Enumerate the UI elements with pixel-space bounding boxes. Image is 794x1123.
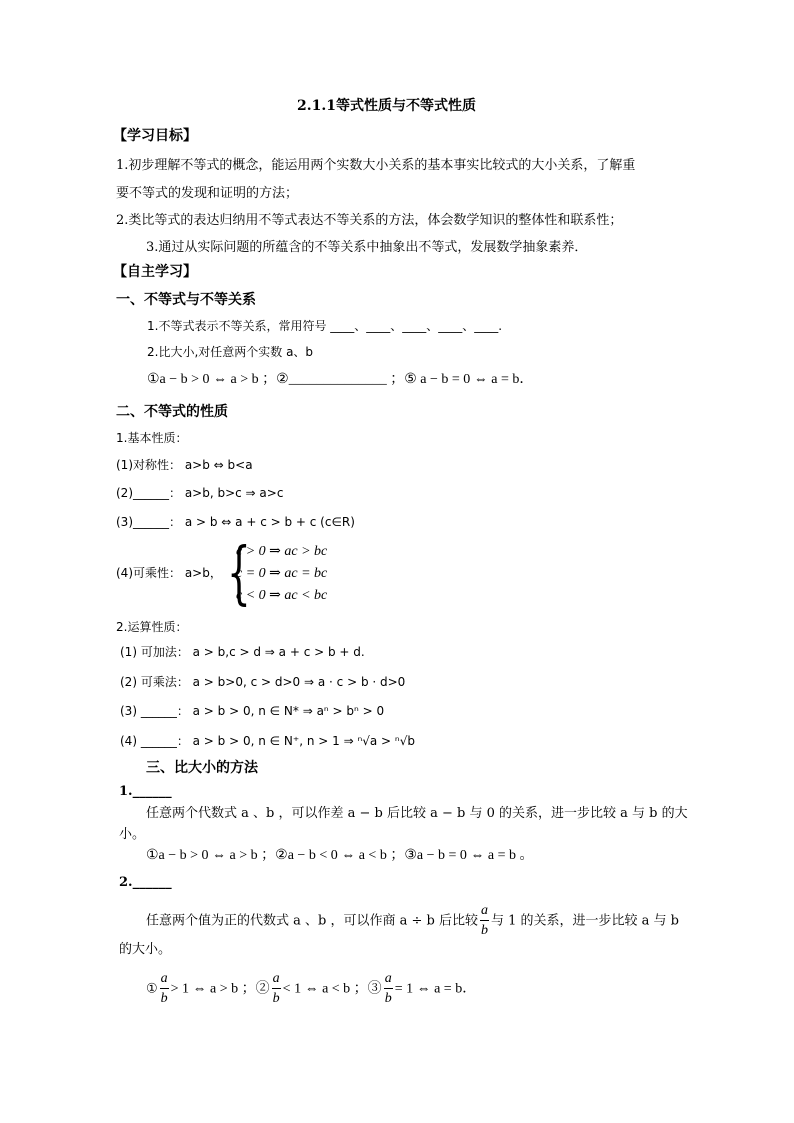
operation-2: (2) 可乘法： a > b>0, c > d>0 ⇒ a · c > b · d>0 bbox=[120, 675, 406, 689]
method-2-text-a bbox=[146, 904, 679, 938]
operation-3: (3) ______： a > b > 0, n ∈ N* ⇒ aⁿ > bⁿ > 0 bbox=[120, 704, 385, 718]
operation-properties-title: 2.运算性质： bbox=[116, 620, 188, 634]
method-2-text-post: 与 1 的关系，进一步比较 a 与 b bbox=[490, 913, 679, 929]
section-1-item-2: 2.比大小,对任意两个实数 a、b bbox=[147, 345, 314, 359]
method-2-cases: ① $\frac{a}{b}$ > 1 ⇔ a > b ；② $\frac{a}{b}$ < 1 ⇔ a < b ；③ $\frac{a}{b}$ = 1 ⇔ a = b． bbox=[146, 971, 477, 1006]
section-2-title: 二、不等式的性质 bbox=[116, 404, 228, 420]
property-4-label: (4)可乘性： a>b， bbox=[116, 566, 222, 580]
method-1-label: 1.______ bbox=[119, 784, 172, 799]
page-title: 2.1.1等式性质与不等式性质 bbox=[297, 98, 476, 114]
case-2-fraction: $\frac{a}{b}$ bbox=[272, 971, 280, 1006]
section-1-item-3: ①a − b > 0 ⇔ a > b ；②______________ ；⑤ a − b = 0 ⇔ a = b． bbox=[147, 372, 534, 387]
property-3: (3)______： a > b ⇔ a + c > b + c (c∈R) bbox=[116, 515, 355, 529]
multiplicative-case-3: c < 0 ⇒ ac < bc bbox=[236, 588, 328, 603]
method-2-text-b: 的大小。 bbox=[119, 942, 172, 957]
multiplicative-case-1: c > 0 ⇒ ac > bc bbox=[236, 544, 328, 559]
method-2-label: 2.______ bbox=[119, 875, 172, 890]
section-3-title: 三、比大小的方法 bbox=[146, 760, 258, 776]
method-2-text-pre: 任意两个值为正的代数式 a 、b ，可以作商 a ÷ b 后比较 bbox=[146, 913, 478, 929]
property-1: (1)对称性： a>b ⇔ b<a bbox=[116, 458, 253, 472]
multiplicative-case-2: c = 0 ⇒ ac = bc bbox=[236, 566, 328, 581]
method-1-text-b: 小。 bbox=[119, 827, 146, 842]
goal-1-line-a: 1.初步理解不等式的概念，能运用两个实数大小关系的基本事实比较式的大小关系，了解重 bbox=[116, 158, 636, 173]
goals-heading: 【学习目标】 bbox=[113, 128, 197, 144]
section-1-item-1: 1.不等式表示不等关系，常用符号 ____、____、____、____、____. bbox=[147, 319, 503, 333]
goal-3: 3.通过从实际问题的所蕴含的不等关系中抽象出不等式，发展数学抽象素养． bbox=[146, 240, 588, 255]
self-study-heading: 【自主学习】 bbox=[113, 264, 197, 280]
operation-1: (1) 可加法： a > b,c > d ⇒ a + c > b + d. bbox=[120, 645, 365, 659]
case-3-fraction: $\frac{a}{b}$ bbox=[384, 971, 392, 1006]
goal-1-line-b: 要不等式的发现和证明的方法； bbox=[116, 186, 299, 201]
operation-4: (4) ______： a > b > 0, n ∈ N⁺, n > 1 ⇒ ⁿ√a > ⁿ√b bbox=[120, 734, 415, 748]
section-1-title: 一、不等式与不等关系 bbox=[116, 292, 256, 308]
property-2: (2)______： a>b, b>c ⇒ a>c bbox=[116, 486, 284, 500]
basic-properties-title: 1.基本性质： bbox=[116, 431, 188, 445]
goal-2: 2.类比等式的表达归纳用不等式表达不等关系的方法，体会数学知识的整体性和联系性； bbox=[116, 213, 623, 228]
left-brace: { bbox=[227, 534, 251, 613]
fraction-a-over-b: $\frac{a}{b}$ bbox=[480, 903, 488, 938]
method-1-cases: ①a − b > 0 ⇔ a > b ；②a − b < 0 ⇔ a < b ；③a − b = 0 ⇔ a = b 。 bbox=[146, 848, 534, 863]
case-1-fraction: $\frac{a}{b}$ bbox=[160, 971, 168, 1006]
method-1-text-a: 任意两个代数式 a 、b ，可以作差 a − b 后比较 a − b 与 0 的关系，进一步比较 a 与 b 的大 bbox=[146, 806, 688, 821]
